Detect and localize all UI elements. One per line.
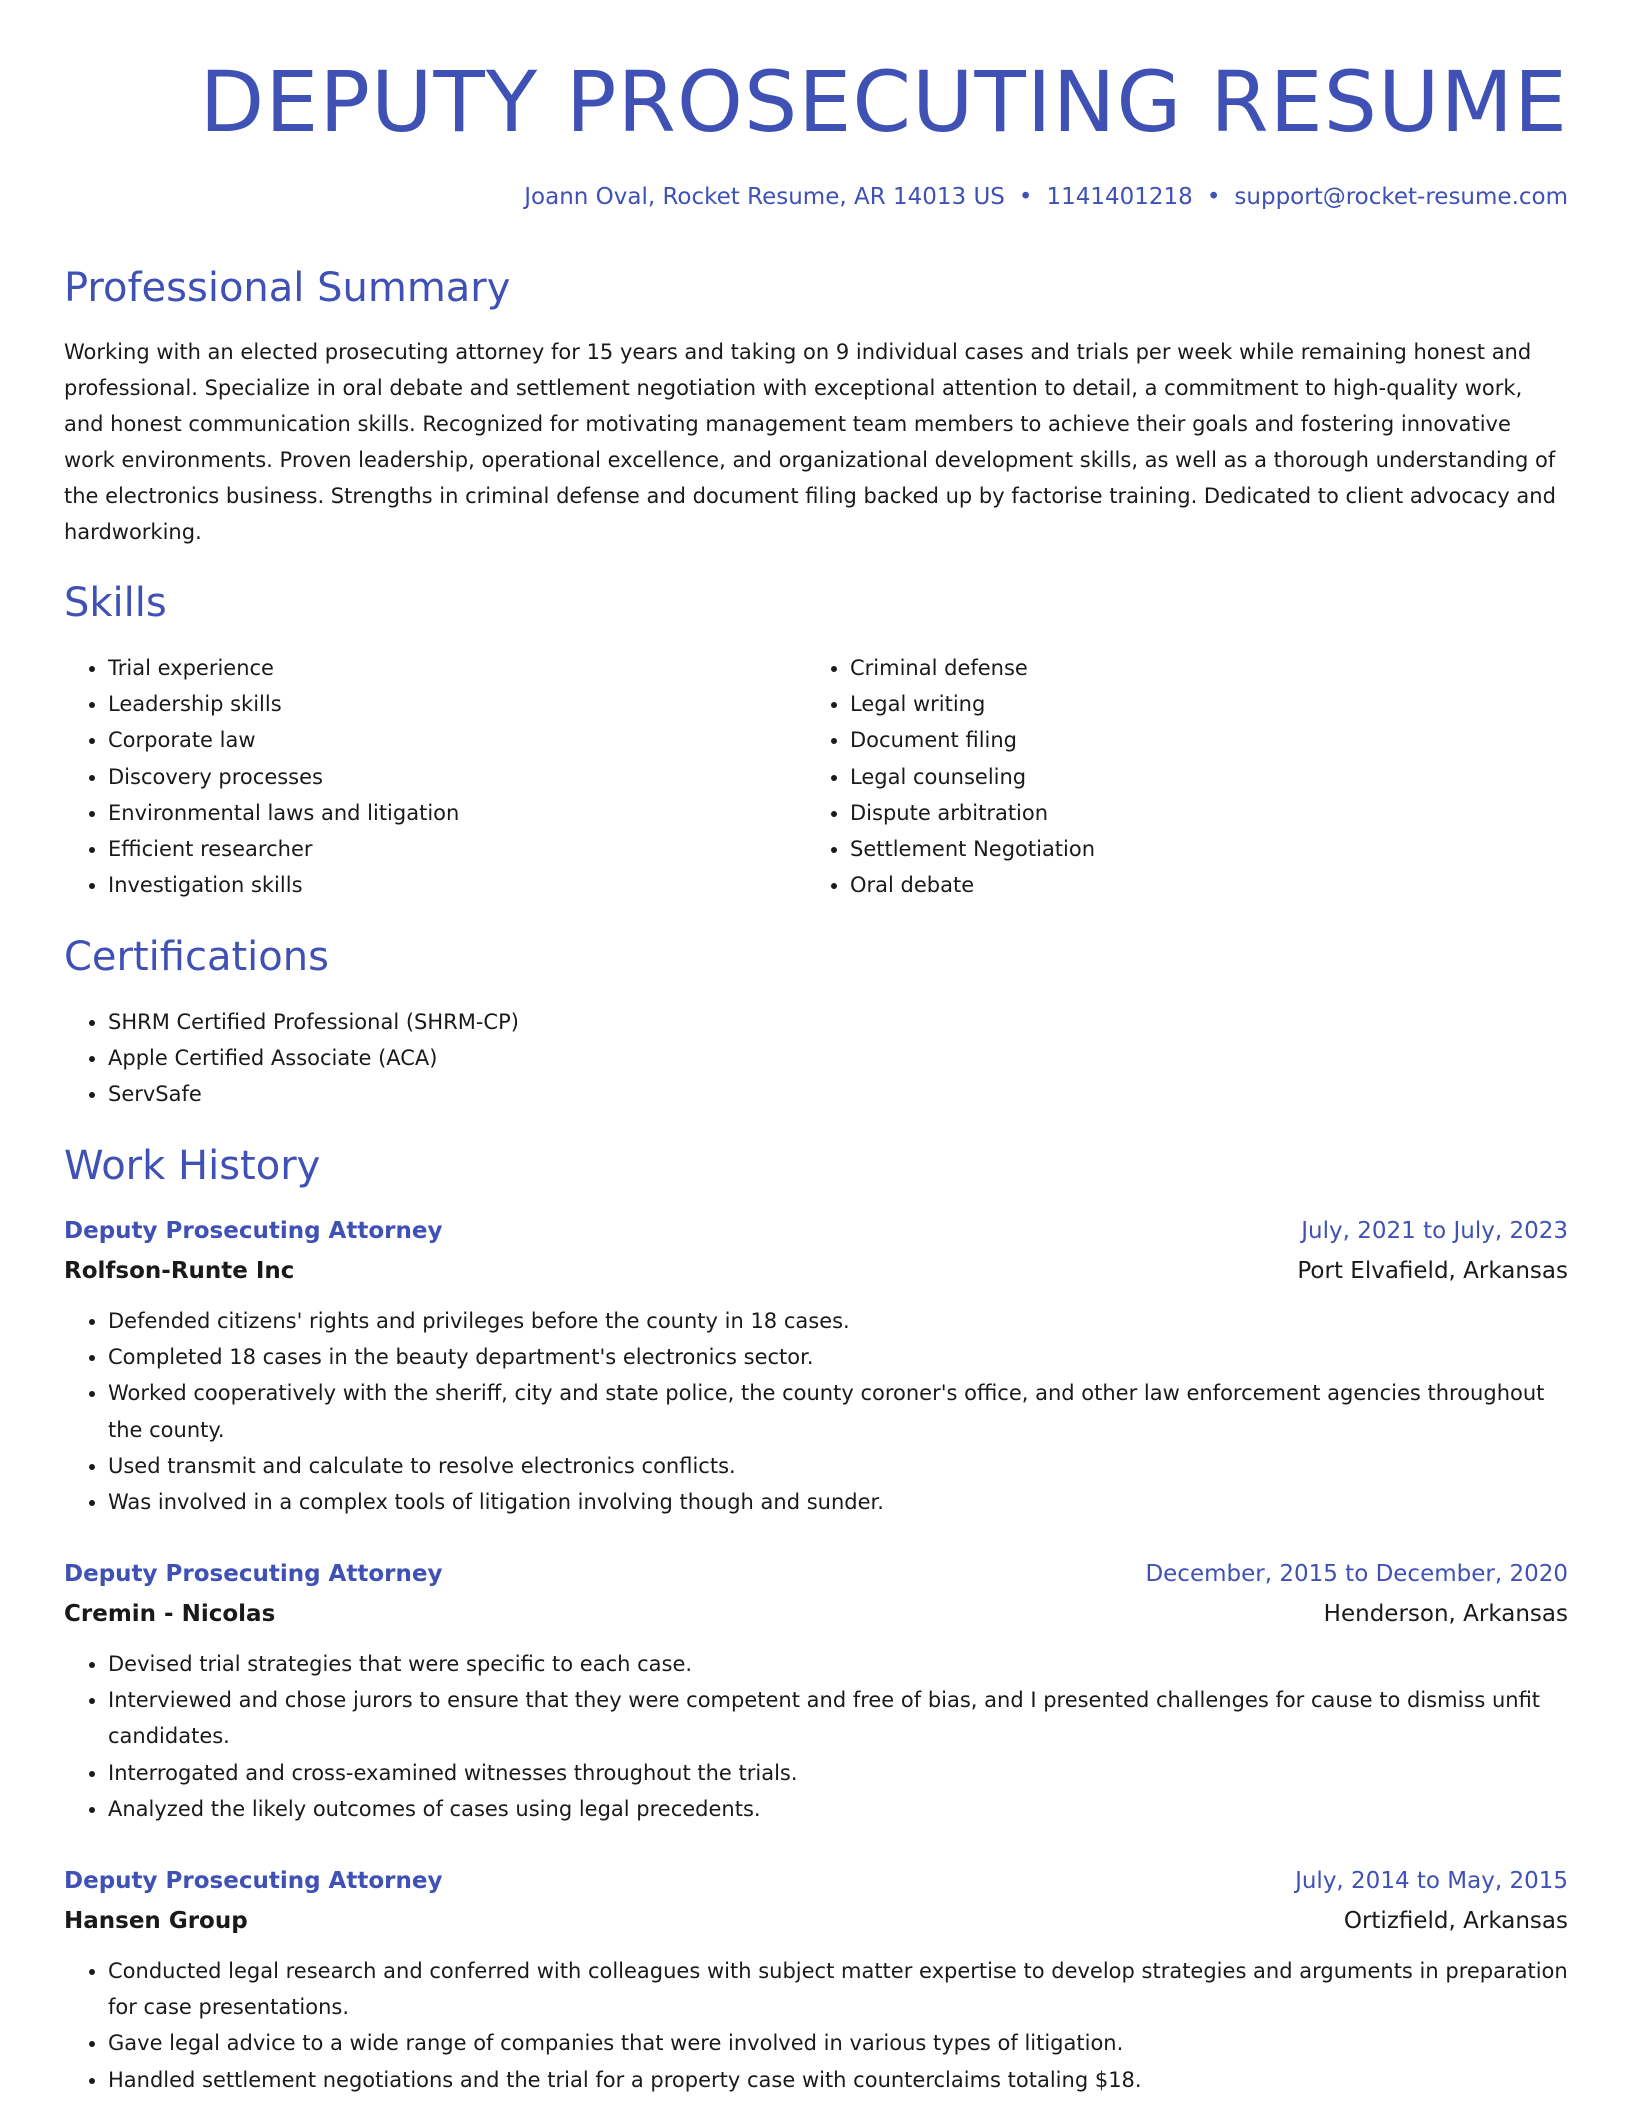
certifications-heading: Certifications xyxy=(64,934,329,980)
certifications-list xyxy=(64,1004,1064,1113)
job-company-row xyxy=(64,1594,1568,1634)
job-title-row xyxy=(64,1554,1568,1594)
job-duty: • Handled settlement negotiations and the trial for a property case with counterclaims totaling $18. xyxy=(108,2062,1568,2098)
job-entry xyxy=(64,1861,1568,2098)
skills-column-right xyxy=(806,650,1546,903)
certifications-block xyxy=(64,1004,1064,1113)
skill-item: • Investigation skills xyxy=(108,867,804,903)
summary-text: Working with an elected prosecuting attorney for 15 years and taking on 9 individual cases and trials per week while remaining honest and professional. Specialize in oral debate and settlement negotiation with exceptional attention to detail, a commitment to high-quality work, and honest communication skills. Recognized for motivating management team members to achieve their goals and fostering innovative work environments. Proven leadership, operational excellence, and organizational development skills, as well as a thorough understanding of the electronics business. Strengths in criminal defense and document filing backed up by factorise training. Dedicated to client advocacy and hardworking. xyxy=(64,340,1556,544)
job-duty: • Used transmit and calculate to resolve electronics conflicts. xyxy=(108,1448,1568,1484)
job-duty: • Analyzed the likely outcomes of cases using legal precedents. xyxy=(108,1791,1568,1827)
job-entry xyxy=(64,1211,1568,1520)
job-duty: • Conducted legal research and conferred with colleagues with subject matter expertise to develop strategies and arguments in preparation for case presentations. xyxy=(108,1953,1568,2025)
skills-list-left xyxy=(64,650,804,903)
certification-item: • ServSafe xyxy=(108,1076,1064,1112)
job-duty: • Gave legal advice to a wide range of companies that were involved in various types of litigation. xyxy=(108,2025,1568,2061)
job-company-row xyxy=(64,1901,1568,1941)
certification-item: • SHRM Certified Professional (SHRM-CP) xyxy=(108,1004,1064,1040)
certification-item: • Apple Certified Associate (ACA) xyxy=(108,1040,1064,1076)
skill-item: • Oral debate xyxy=(850,867,1546,903)
job-company: Cremin - Nicolas xyxy=(64,1601,276,1627)
job-duties-list xyxy=(64,1953,1568,2098)
skill-item: • Discovery processes xyxy=(108,759,804,795)
job-company: Rolfson-Runte Inc xyxy=(64,1258,295,1284)
job-dates: December, 2015 to December, 2020 xyxy=(1145,1561,1568,1587)
skills-column-left xyxy=(64,650,804,903)
job-entry xyxy=(64,1554,1568,1827)
job-dates: July, 2014 to May, 2015 xyxy=(1295,1868,1568,1894)
job-location: Ortizfield, Arkansas xyxy=(1343,1908,1568,1934)
contact-address: Joann Oval, Rocket Resume, AR 14013 US xyxy=(524,184,1005,210)
job-duty: • Interrogated and cross-examined witnesses throughout the trials. xyxy=(108,1755,1568,1791)
contact-separator: • xyxy=(1018,184,1033,210)
job-dates: July, 2021 to July, 2023 xyxy=(1301,1218,1568,1244)
skills-heading: Skills xyxy=(64,580,167,626)
skill-item: • Criminal defense xyxy=(850,650,1546,686)
job-company: Hansen Group xyxy=(64,1908,248,1934)
contact-separator: • xyxy=(1206,184,1221,210)
skill-item: • Legal counseling xyxy=(850,759,1546,795)
skill-item: • Corporate law xyxy=(108,722,804,758)
job-duty: • Interviewed and chose jurors to ensure that they were competent and free of bias, and I presented challenges for cause to dismiss unfit candidates. xyxy=(108,1682,1568,1754)
job-duty: • Completed 18 cases in the beauty department's electronics sector. xyxy=(108,1339,1568,1375)
job-duty: • Was involved in a complex tools of litigation involving though and sunder. xyxy=(108,1484,1568,1520)
summary-heading: Professional Summary xyxy=(64,265,511,311)
skill-item: • Settlement Negotiation xyxy=(850,831,1546,867)
contact-line xyxy=(524,180,1568,214)
skill-item: • Trial experience xyxy=(108,650,804,686)
skill-item: • Leadership skills xyxy=(108,686,804,722)
resume-title: DEPUTY PROSECUTING RESUME xyxy=(199,53,1568,151)
job-title: Deputy Prosecuting Attorney xyxy=(64,1868,443,1894)
job-title: Deputy Prosecuting Attorney xyxy=(64,1218,443,1244)
job-location: Port Elvafield, Arkansas xyxy=(1297,1258,1568,1284)
contact-email[interactable]: support@rocket-resume.com xyxy=(1234,184,1568,210)
skill-item: • Efficient researcher xyxy=(108,831,804,867)
skill-item: • Document filing xyxy=(850,722,1546,758)
job-title-row xyxy=(64,1211,1568,1251)
job-title-row xyxy=(64,1861,1568,1901)
job-duties-list xyxy=(64,1646,1568,1827)
skill-item: • Environmental laws and litigation xyxy=(108,795,804,831)
skill-item: • Dispute arbitration xyxy=(850,795,1546,831)
work-history-heading: Work History xyxy=(64,1143,321,1189)
contact-phone: 1141401218 xyxy=(1046,184,1193,210)
job-duty: • Defended citizens' rights and privileges before the county in 18 cases. xyxy=(108,1303,1568,1339)
job-duty: • Worked cooperatively with the sheriff, city and state police, the county coroner's office, and other law enforcement agencies throughout the county. xyxy=(108,1375,1568,1447)
skills-list-right xyxy=(806,650,1546,903)
job-title: Deputy Prosecuting Attorney xyxy=(64,1561,443,1587)
job-company-row xyxy=(64,1251,1568,1291)
job-duties-list xyxy=(64,1303,1568,1520)
skill-item: • Legal writing xyxy=(850,686,1546,722)
job-duty: • Devised trial strategies that were specific to each case. xyxy=(108,1646,1568,1682)
job-location: Henderson, Arkansas xyxy=(1323,1601,1568,1627)
